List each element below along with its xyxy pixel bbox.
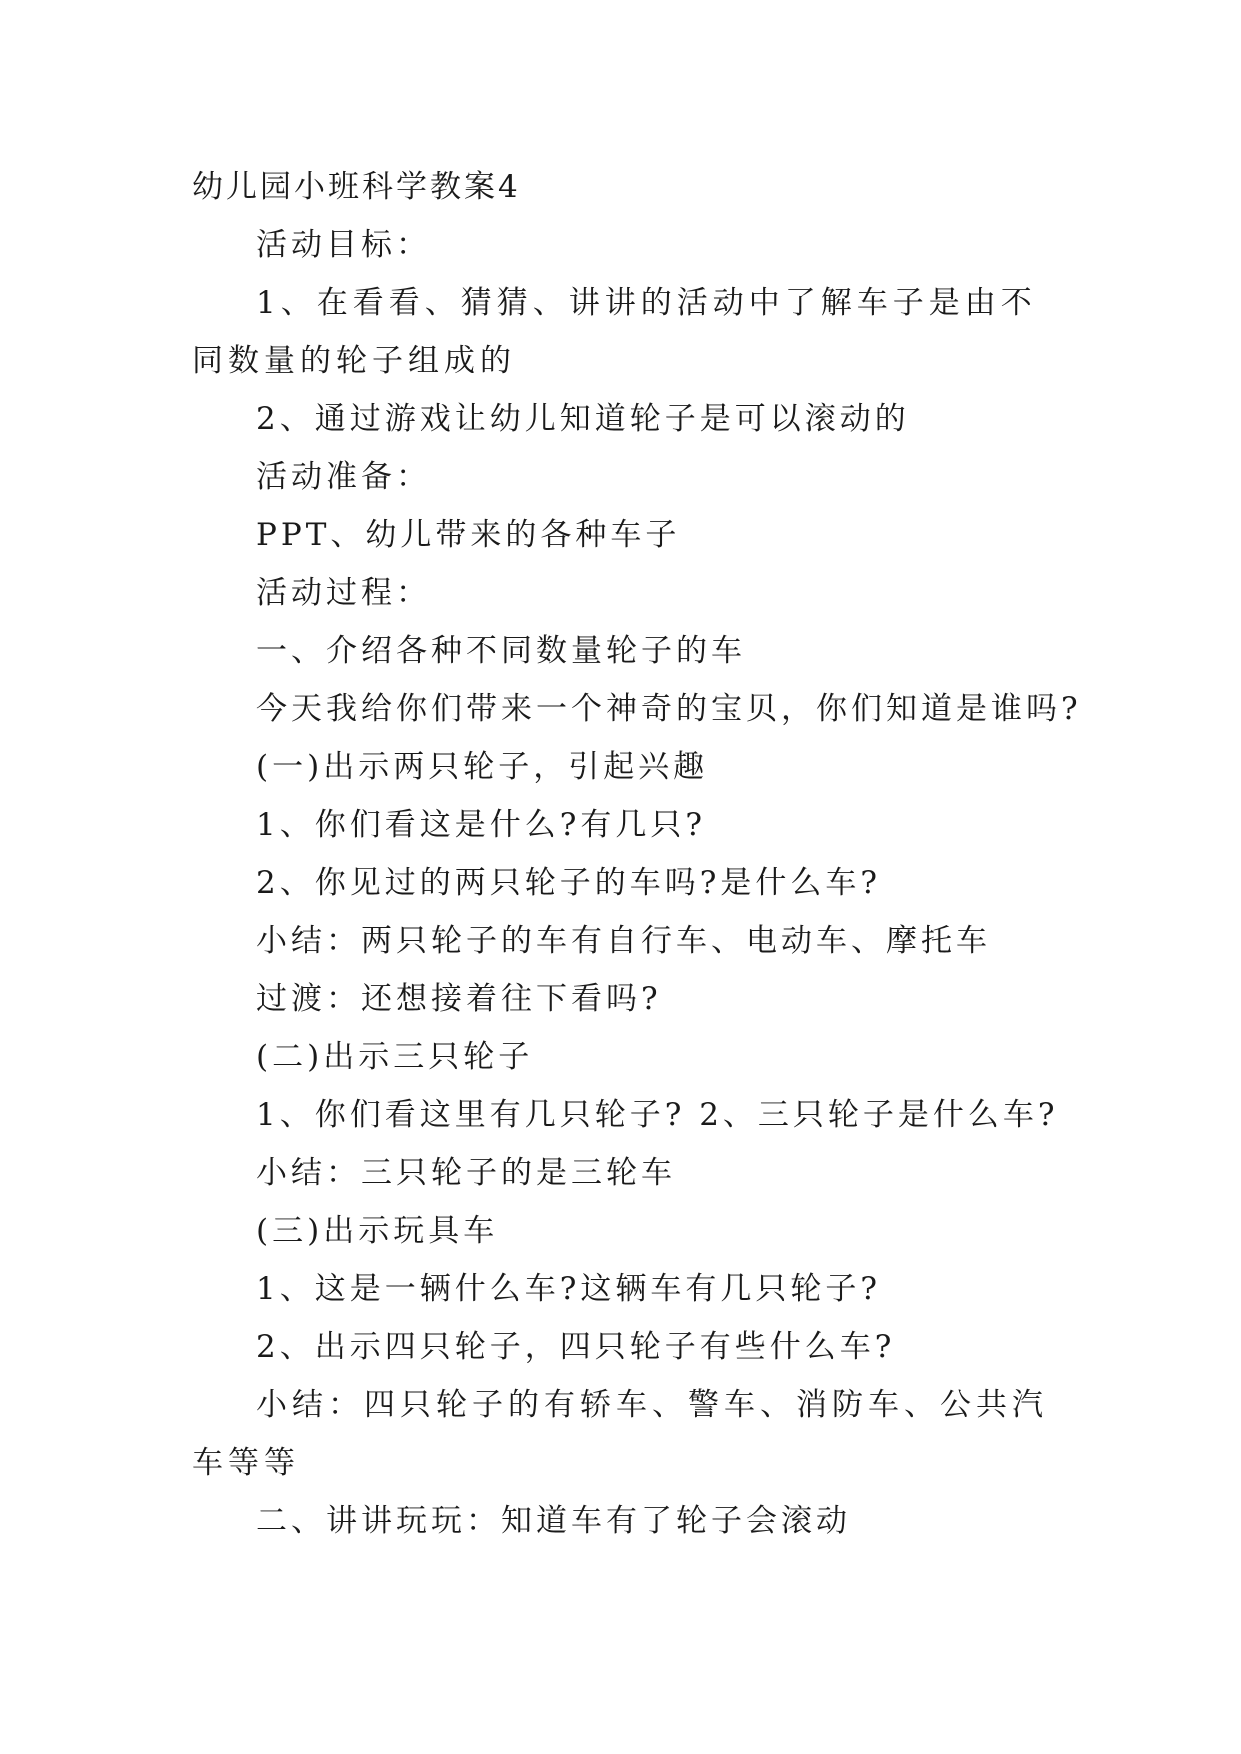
document-title: 幼儿园小班科学教案4 (192, 169, 521, 205)
step-heading-2: 二、讲讲玩玩：知道车有了轮子会滚动 (256, 1503, 851, 1539)
document-body (192, 158, 1082, 1550)
summary-three-wheels: 小结：三只轮子的是三轮车 (256, 1155, 676, 1191)
paragraph-goal-2: 2、通过游戏让幼儿知道轮子是可以滚动的 (256, 401, 910, 437)
paragraph-intro: 今天我给你们带来一个神奇的宝贝，你们知道是谁吗? (256, 691, 1082, 727)
transition-line: 过渡：还想接着往下看吗? (256, 981, 662, 1017)
question-2: 2、你见过的两只轮子的车吗?是什么车? (256, 865, 881, 901)
question-1: 1、你们看这是什么?有几只? (256, 807, 706, 843)
step-heading-1: 一、介绍各种不同数量轮子的车 (256, 633, 746, 669)
questions-three-wheels: 1、你们看这里有几只轮子? 2、三只轮子是什么车? (256, 1097, 1059, 1133)
section-heading-process: 活动过程： (256, 575, 431, 611)
substep-toy-car: (三)出示玩具车 (256, 1213, 499, 1249)
paragraph-goal-1: 1、在看看、猜猜、讲讲的活动中了解车子是由不同数量的轮子组成的 (192, 285, 1037, 379)
paragraph-materials: PPT、幼儿带来的各种车子 (256, 517, 681, 553)
substep-two-wheels: (一)出示两只轮子，引起兴趣 (256, 749, 709, 785)
summary-two-wheels: 小结：两只轮子的车有自行车、电动车、摩托车 (256, 923, 991, 959)
substep-three-wheels: (二)出示三只轮子 (256, 1039, 534, 1075)
question-four-wheels: 2、出示四只轮子，四只轮子有些什么车? (256, 1329, 896, 1365)
summary-four-wheels: 小结：四只轮子的有轿车、警车、消防车、公共汽车等等 (192, 1387, 1048, 1481)
section-heading-preparation: 活动准备： (256, 459, 431, 495)
section-heading-goals: 活动目标： (256, 227, 431, 263)
question-toy-car: 1、这是一辆什么车?这辆车有几只轮子? (256, 1271, 881, 1307)
